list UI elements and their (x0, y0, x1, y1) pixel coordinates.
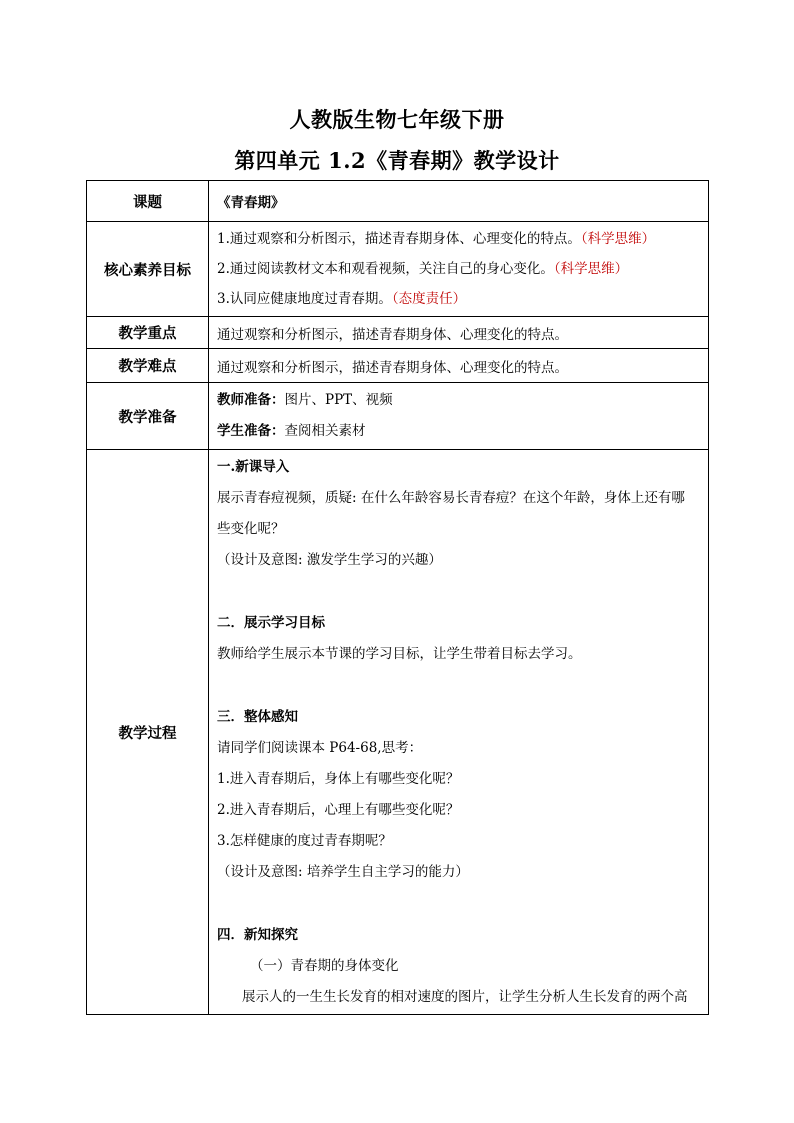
label-goals: 核心素养目标 (87, 222, 209, 317)
goal-text: 1.通过观察和分析图示，描述青春期身体、心理变化的特点。 (217, 231, 581, 247)
goal-text: 2.通过阅读教材文本和观看视频，关注自己的身心变化。 (217, 261, 554, 277)
paragraph-line: 些变化呢？ (217, 521, 285, 537)
section-heading: 二．展示学习目标 (217, 615, 325, 631)
teacher-prep-value: 图片、PPT、视频 (284, 392, 393, 408)
value-topic: 《青春期》 (209, 181, 709, 222)
paragraph-line: 教师给学生展示本节课的学习目标，让学生带着目标去学习。 (217, 646, 582, 662)
goal-item (217, 224, 702, 254)
design-note: （设计及意图: 培养学生自主学习的能力） (217, 864, 469, 880)
value-difficulty: 通过观察和分析图示，描述青春期身体、心理变化的特点。 (209, 349, 709, 383)
student-prep (217, 416, 702, 447)
goal-text: 3.认同应健康地度过青春期。 (217, 291, 392, 307)
label-key-point: 教学重点 (87, 317, 209, 349)
row-topic (87, 181, 709, 222)
value-prep (209, 383, 709, 450)
goal-tag: （科学思维） (580, 231, 656, 247)
goal-tag: （态度责任） (391, 291, 467, 307)
paragraph-line: 展示人的一生生长发育的相对速度的图片，让学生分析人生长发育的两个高 (242, 989, 688, 1005)
goal-tag: （科学思维） (553, 261, 629, 277)
row-difficulty (87, 349, 709, 383)
row-key-point (87, 317, 709, 349)
question-item: 3.怎样健康的度过青春期呢？ (217, 833, 392, 849)
paragraph-line: 展示青春痘视频，质疑: 在什么年龄容易长青春痘？在这个年龄，身体上还有哪 (217, 490, 685, 506)
goal-item (217, 284, 702, 314)
document-title: 人教版生物七年级下册 (289, 107, 505, 132)
design-note: （设计及意图: 激发学生学习的兴趣） (217, 552, 442, 568)
question-item: 2.进入青春期后，心理上有哪些变化呢？ (217, 802, 460, 818)
student-prep-label: 学生准备： (217, 423, 285, 439)
label-process: 教学过程 (87, 450, 209, 1015)
paragraph-line: 请同学们阅读课本 P64-68,思考： (217, 740, 423, 756)
label-topic: 课题 (87, 181, 209, 222)
row-process (87, 450, 709, 1015)
section-heading: 四．新知探究 (217, 927, 298, 943)
student-prep-value: 查阅相关素材 (284, 423, 366, 439)
value-process (209, 450, 709, 1015)
teacher-prep-label: 教师准备： (217, 392, 285, 408)
question-item: 1.进入青春期后，身体上有哪些变化呢？ (217, 771, 460, 787)
row-goals (87, 222, 709, 317)
section-heading: 三．整体感知 (217, 709, 298, 725)
label-prep: 教学准备 (87, 383, 209, 450)
value-goals (209, 222, 709, 317)
section-heading: 一.新课导入 (217, 459, 290, 475)
label-difficulty: 教学难点 (87, 349, 209, 383)
document-subtitle: 第四单元 1.2《青春期》教学设计 (234, 148, 560, 173)
teacher-prep (217, 385, 702, 416)
goal-item (217, 254, 702, 284)
value-key-point: 通过观察和分析图示，描述青春期身体、心理变化的特点。 (209, 317, 709, 349)
subsection-heading: （一）青春期的身体变化 (250, 958, 399, 974)
lesson-plan-table (86, 180, 709, 1015)
row-prep (87, 383, 709, 450)
